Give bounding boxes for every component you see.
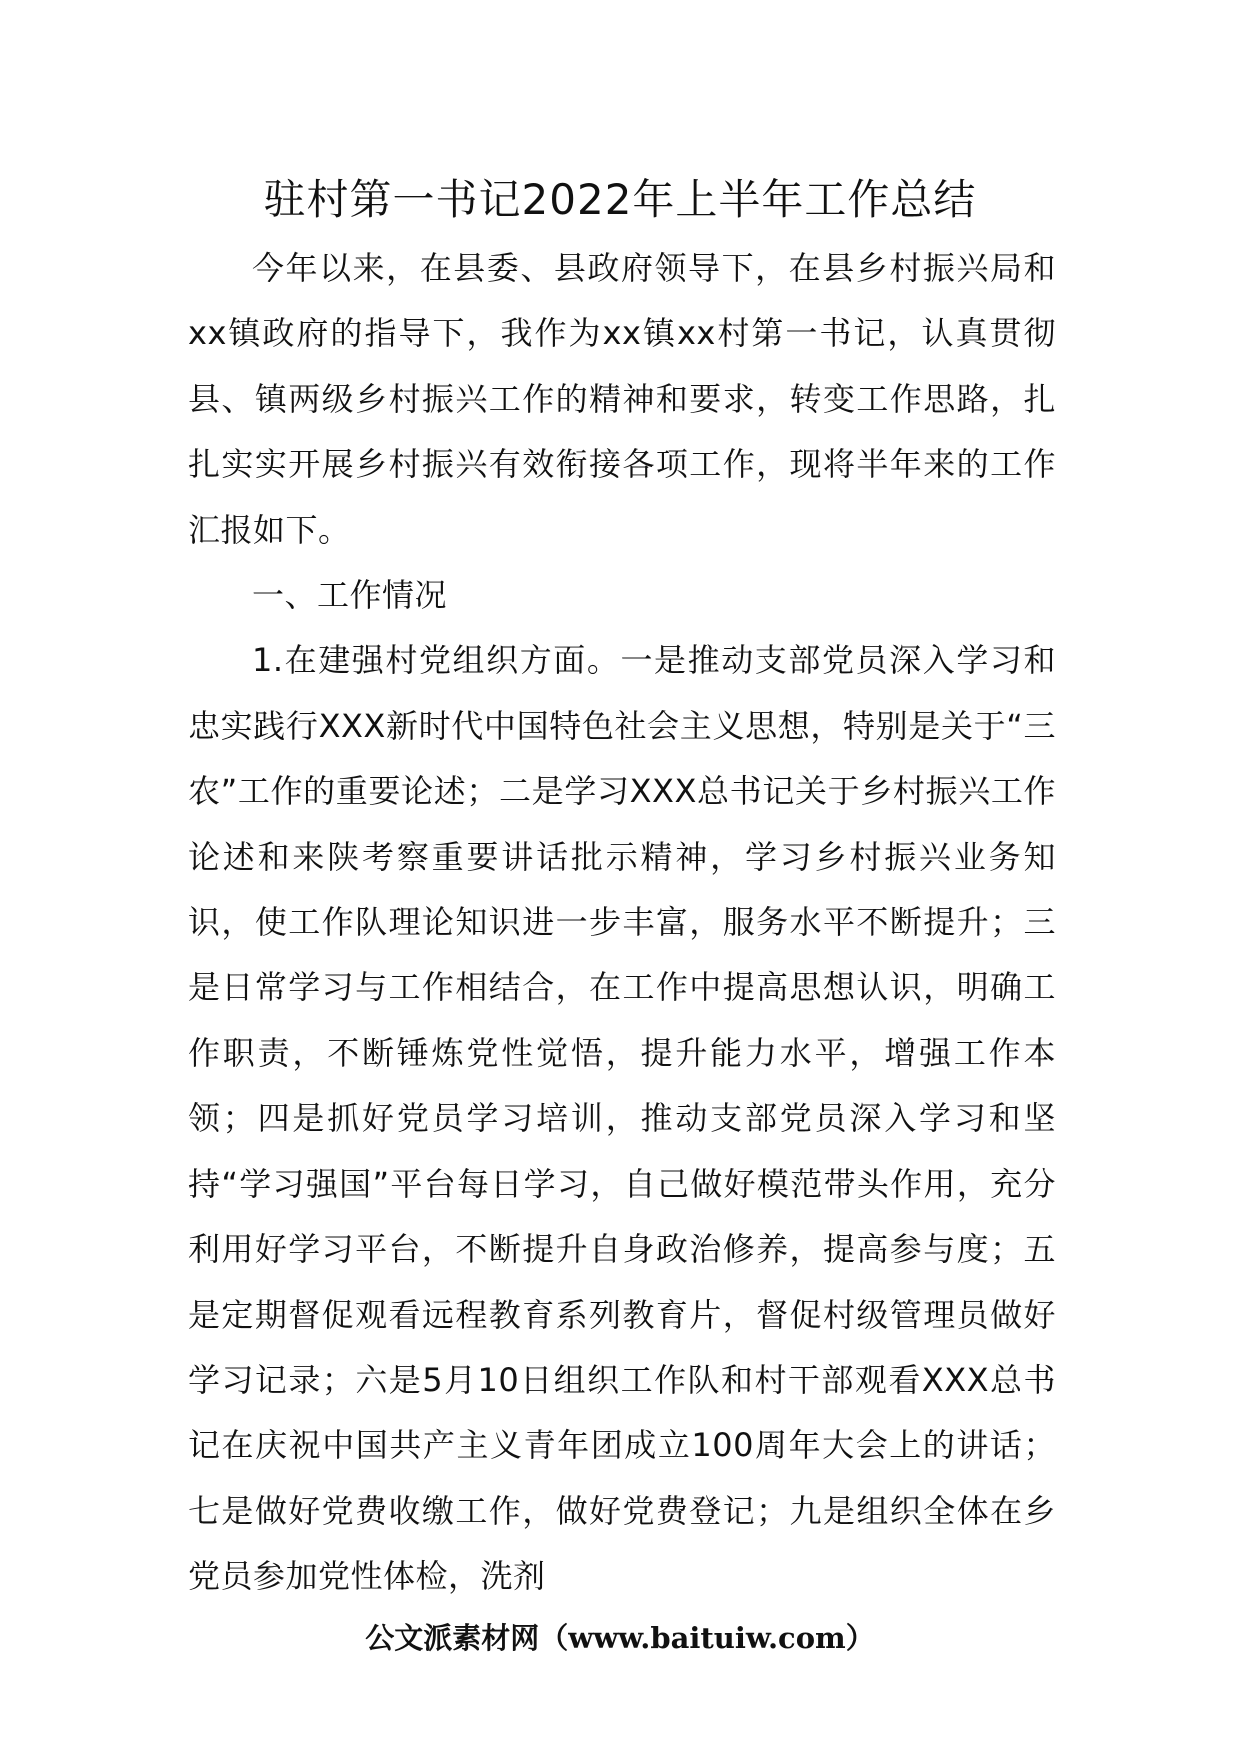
document-body [188,236,1056,1610]
section-heading: 一、工作情况 [252,576,448,615]
intro-paragraph: 今年以来，在县委、县政府领导下，在县乡村振兴局和xx镇政府的指导下，我作为xx镇xx村第一书记，认真贯彻县、镇两级乡村振兴工作的精神和要求，转变工作思路，扎扎实实开展乡村振兴有效衔接各项工作，现将半年来的工作汇报如下。 [188,249,1056,549]
body-paragraph: 1.在建强村党组织方面。一是推动支部党员深入学习和忠实践行XXX新时代中国特色社会主义思想，特别是关于“三农”工作的重要论述；二是学习XXX总书记关于乡村振兴工作论述和来陕考察重要讲话批示精神，学习乡村振兴业务知识，使工作队理论知识进一步丰富，服务水平不断提升；三是日常学习与工作相结合，在工作中提高思想认识，明确工作职责，不断锤炼党性觉悟，提升能力水平，增强工作本领；四是抓好党员学习培训，推动支部党员深入学习和坚持“学习强国”平台每日学习，自己做好模范带头作用，充分利用好学习平台，不断提升自身政治修养，提高参与度；五是定期督促观看远程教育系列教育片，督促村级管理员做好学习记录；六是5月10日组织工作队和村干部观看XXX总书记在庆祝中国共产主义青年团成立100周年大会上的讲话；七是做好党费收缴工作，做好党费登记；九是组织全体在乡党员参加党性体检，洗剂 [188,641,1056,1596]
document-title: 驻村第一书记2022年上半年工作总结 [263,175,977,224]
footer-watermark: 公文派素材网（www.baituiw.com） [365,1621,875,1655]
